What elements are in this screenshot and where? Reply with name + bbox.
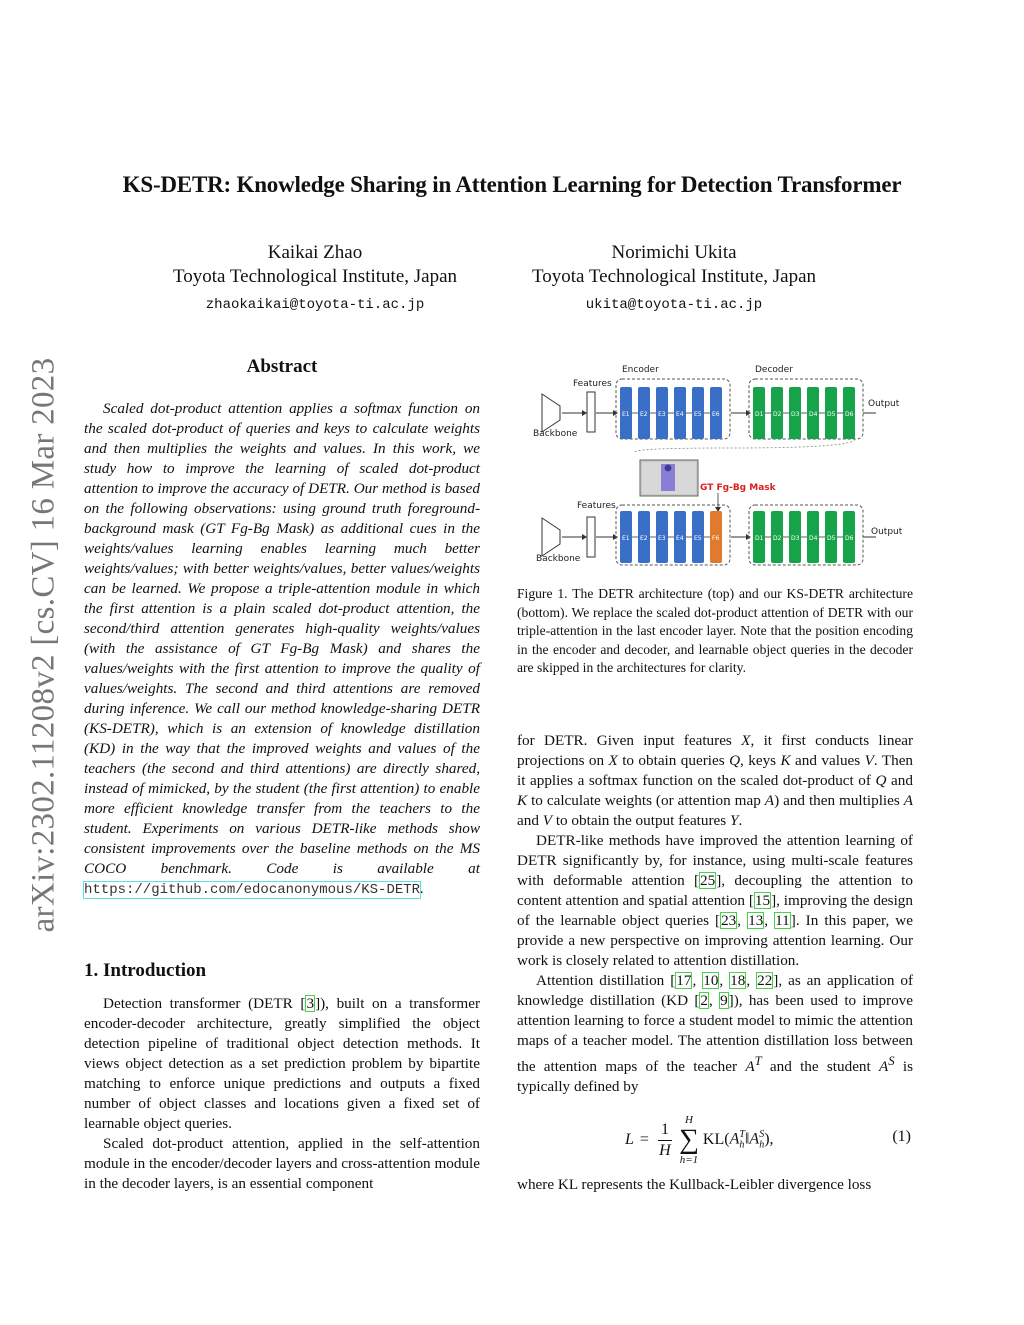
- eq-kl-args: $(A_h^T‖A_h^S)$,: [724, 1129, 774, 1151]
- mask-person-head: [665, 465, 672, 472]
- encoder-block-label: E4: [676, 411, 684, 418]
- citation-link[interactable]: 13: [748, 912, 764, 929]
- citation-link[interactable]: 15: [754, 892, 771, 909]
- encoder-block-label: E6: [712, 411, 720, 418]
- memory-connector: [635, 439, 855, 452]
- author-block: [504, 241, 844, 313]
- arrow-head: [582, 410, 587, 416]
- body-paragraph: for DETR. Given input features X, it first conducts linear projections on X to obtain queries Q, keys K and values V. Then it applies a softmax function on the scaled dot-product of Q and K to calculate weights (or attention map A) and then multiplies A and V to obtain the output features Y.: [517, 732, 914, 829]
- citation-link[interactable]: 25: [700, 872, 716, 889]
- introduction-body: [84, 994, 480, 1194]
- encoder-block-label: E1: [622, 535, 630, 542]
- author-block: [145, 241, 485, 313]
- decoder-block-label: D5: [827, 535, 836, 542]
- features-box: [587, 517, 595, 557]
- decoder-block-label: D3: [791, 411, 800, 418]
- encoder-block-label: E1: [622, 411, 630, 418]
- features-box: [587, 392, 595, 432]
- encoder-block-label: E3: [658, 411, 666, 418]
- author-affiliation: Toyota Technological Institute, Japan: [172, 266, 458, 287]
- arxiv-identifier: arXiv:2302.11208v2 [cs.CV] 16 Mar 2023: [25, 357, 62, 933]
- abstract-paragraph: Scaled dot-product attention applies a softmax function on the scaled dot-product of queries and keys to calculate weights and then multiplies the weights and values. In this work, we study how to improve the learning of scaled dot-product attention to improve the accuracy of DETR. Our method is based on the following observations: using ground truth foreground-background mask (GT Fg-Bg Mask) as additional cues in the weights/values learning enables learning much better weights/values; with better weights/values, better values/weights can be learned. We propose a triple-attention module in which the first attention is a plain scaled dot-product attention, the second/third attention generates high-quality weights/values (with the assistance of GT Fg-Bg Mask) and shares the values/weights with the first attention to improve the quality of values/weights. The second and third attentions are removed during inference. We call our method knowledge-sharing DETR (KS-DETR), which is an extension of knowledge distillation (KD) in the way that the improved weights and values of the teachers (the second and third attentions) are directly shared, instead of mimicked, by the student (the first attention) to enable more efficient knowledge transfer from the teachers to the student. Experiments on various DETR-like methods show consistent improvements over the baseline methods on the MS COCO benchmark. Code is available at: [84, 400, 480, 877]
- eq-sum: [679, 1114, 699, 1166]
- figure-architecture: [530, 360, 910, 578]
- encoder-label: Encoder: [622, 365, 659, 375]
- encoder-block-label: E5: [694, 411, 702, 418]
- decoder-block-label: D4: [809, 535, 818, 542]
- author-name: Kaikai Zhao: [267, 242, 363, 263]
- citation-link[interactable]: 23: [721, 912, 737, 929]
- encoder-block-label: E2: [640, 535, 648, 542]
- eq-lhs: L: [625, 1131, 634, 1148]
- citation-link[interactable]: 3: [306, 995, 315, 1012]
- encoder-block-label: E2: [640, 411, 648, 418]
- decoder-block-label: D2: [773, 535, 782, 542]
- features-label: Features: [577, 501, 616, 511]
- eq-sum-upper: H: [684, 1114, 693, 1126]
- author-name: Norimichi Ukita: [611, 242, 737, 263]
- decoder-block-label: D6: [845, 411, 854, 418]
- eq-equals: =: [639, 1131, 649, 1148]
- citation-link[interactable]: 11: [775, 912, 790, 929]
- equation-number: (1): [892, 1128, 911, 1145]
- encoder-block-label: E5: [694, 535, 702, 542]
- citation-link[interactable]: 10: [703, 972, 719, 989]
- decoder-block-label: D1: [755, 411, 764, 418]
- body-paragraph: Attention distillation [17, 10, 18, 22], as an application of knowledge distillation (KD [2, 9]), has been used to improve attention learning to force a student model to mimic the attention maps of a teacher model. The attention distillation loss between the attention maps of the teacher $A^T$ and the student $A^S$ is typically defined by: [517, 972, 914, 1096]
- author-affiliation: Toyota Technological Institute, Japan: [531, 266, 817, 287]
- equation-body: [625, 1114, 774, 1166]
- decoder-label: Decoder: [755, 365, 793, 375]
- output-label: Output: [868, 399, 900, 409]
- intro-paragraph: Detection transformer (DETR [3]), built on a transformer encoder-decoder architecture, greatly simplified the object detection pipeline of traditional object detection methods. It views object detection as a set prediction problem by bipartite matching to enforce unique predictions and outputs a fixed number of object classes and locations given a fixed set of learnable object queries.: [84, 995, 481, 1132]
- author-email[interactable]: zhaokaikai@toyota-ti.ac.jp: [205, 297, 425, 313]
- eq-numerator: 1: [658, 1120, 672, 1141]
- figure-caption: Figure 1. The DETR architecture (top) and our KS-DETR architecture (bottom). We replace the scaled dot-product attention of DETR with our triple-attention in the last encoder layer. Note that the position encoding in the encoder and decoder, and learnable object queries in the decoder are skipped in the architectures for clarity.: [517, 586, 913, 675]
- citation-link[interactable]: 22: [757, 972, 773, 989]
- arrow-head: [582, 534, 587, 540]
- paper-title: KS-DETR: Knowledge Sharing in Attention Learning for Detection Transformer: [122, 172, 902, 197]
- decoder-block-label: D5: [827, 411, 836, 418]
- decoder-block-label: D1: [755, 535, 764, 542]
- decoder-block-label: D2: [773, 411, 782, 418]
- abstract-text: [84, 399, 480, 900]
- introduction-heading: 1. Introduction: [84, 960, 207, 981]
- code-link[interactable]: https://github.com/edocanonymous/KS-DETR: [84, 882, 421, 898]
- citation-link[interactable]: 18: [730, 972, 746, 989]
- equation-1: [517, 1110, 913, 1166]
- body-paragraph: DETR-like methods have improved the attention learning of DETR significantly by, for instance, using multi-scale features with deformable attention [25], decoupling the attention to content attention and spatial attention [15], improving the design of the learnable object queries [23, 13, 11]. In this paper, we provide a new perspective on improving attention learning. Our work is closely related to attention distillation.: [517, 832, 913, 969]
- features-label: Features: [573, 379, 612, 389]
- eq-sum-lower: h=1: [679, 1154, 699, 1166]
- eq-kl: KL: [702, 1131, 725, 1148]
- right-column-body: [517, 731, 913, 1097]
- encoder-block-label: E4: [676, 535, 684, 542]
- backbone-label: Backbone: [536, 554, 581, 564]
- citation-link[interactable]: 17: [676, 972, 692, 989]
- backbone-shape: [542, 518, 560, 556]
- output-label: Output: [871, 527, 903, 537]
- decoder-block-label: D4: [809, 411, 818, 418]
- mask-label: GT Fg-Bg Mask: [700, 483, 776, 493]
- abstract-heading: Abstract: [246, 356, 318, 377]
- abstract-end: .: [420, 880, 424, 897]
- intro-paragraph: Scaled dot-product attention, applied in the self-attention module in the encoder/decoder layers and cross-attention module in the decoder layers, is an essential component: [84, 1135, 481, 1192]
- decoder-block-label: D3: [791, 535, 800, 542]
- decoder-block-label: D6: [845, 535, 854, 542]
- eq-fraction: [658, 1120, 672, 1161]
- encoder-block-label: F6: [712, 535, 720, 542]
- backbone-shape: [542, 394, 560, 432]
- eq-denominator: H: [659, 1141, 671, 1159]
- author-email[interactable]: ukita@toyota-ti.ac.jp: [585, 297, 763, 313]
- eq-sum-sign: ∑: [678, 1124, 699, 1155]
- body-paragraph: where KL represents the Kullback-Leibler divergence loss: [517, 1176, 872, 1193]
- citation-link[interactable]: 2: [700, 992, 709, 1009]
- citation-link[interactable]: 9: [720, 992, 728, 1009]
- encoder-block-label: E3: [658, 535, 666, 542]
- backbone-label: Backbone: [533, 429, 578, 439]
